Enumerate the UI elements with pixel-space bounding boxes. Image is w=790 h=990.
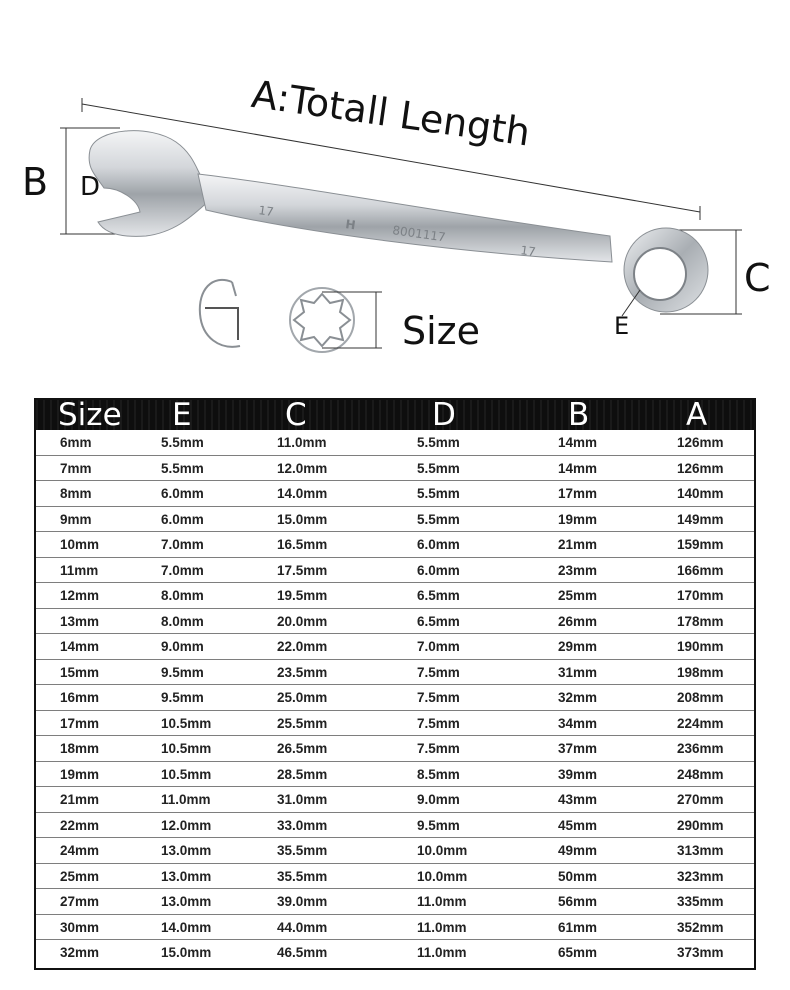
cell-size: 16mm [60, 690, 100, 705]
cell-e: 9.5mm [161, 664, 204, 680]
cell-b: 56mm [558, 894, 598, 909]
wrench [89, 131, 708, 312]
cell-size: 9mm [60, 511, 92, 527]
cell-a: 290mm [677, 817, 724, 833]
cell-b: 45mm [558, 817, 598, 833]
cell-c: 14.0mm [277, 486, 328, 501]
dimension-c-label: C [744, 256, 771, 300]
cell-size: 14mm [60, 639, 100, 654]
table-row [36, 660, 754, 686]
cell-c: 16.5mm [277, 537, 328, 552]
cell-d: 5.5mm [417, 511, 460, 527]
cell-b: 32mm [558, 690, 598, 705]
cell-c: 35.5mm [277, 843, 328, 858]
cell-c: 46.5mm [277, 945, 328, 960]
cell-a: 170mm [677, 588, 724, 603]
cell-a: 224mm [677, 715, 724, 731]
cell-b: 14mm [558, 460, 598, 476]
cell-b: 21mm [558, 537, 598, 552]
cell-c: 26.5mm [277, 741, 328, 756]
table-row [36, 762, 754, 788]
cell-a: 208mm [677, 690, 724, 705]
cell-a: 270mm [677, 792, 724, 807]
header-e: E [172, 397, 192, 433]
cell-d: 7.5mm [417, 741, 460, 756]
cell-size: 19mm [60, 766, 100, 782]
table-row [36, 430, 754, 456]
cell-d: 9.0mm [417, 792, 460, 807]
cell-size: 8mm [60, 486, 92, 501]
cell-d: 5.5mm [417, 486, 460, 501]
cell-size: 12mm [60, 588, 100, 603]
cell-b: 23mm [558, 562, 598, 578]
cell-size: 6mm [60, 435, 92, 450]
cell-size: 13mm [60, 613, 100, 629]
cell-c: 22.0mm [277, 639, 328, 654]
cell-size: 30mm [60, 919, 100, 935]
wrench-marking-right: 17 [519, 243, 537, 260]
cell-b: 39mm [558, 766, 598, 782]
dimension-e-label: E [614, 312, 630, 340]
table-row [36, 507, 754, 533]
table-row [36, 558, 754, 584]
wrench-diagram [0, 0, 790, 395]
cell-e: 10.5mm [161, 741, 212, 756]
wrench-illustration [0, 0, 790, 395]
table-row [36, 838, 754, 864]
cell-e: 9.0mm [161, 639, 204, 654]
cell-size: 22mm [60, 817, 100, 833]
cell-a: 166mm [677, 562, 724, 578]
wrench-marking-left: 17 [257, 203, 275, 220]
table-row [36, 609, 754, 635]
cell-a: 236mm [677, 741, 724, 756]
cell-b: 37mm [558, 741, 598, 756]
cell-a: 126mm [677, 435, 724, 450]
cell-b: 14mm [558, 435, 598, 450]
cell-a: 323mm [677, 868, 724, 884]
cell-size: 32mm [60, 945, 100, 960]
header-size: Size [58, 397, 122, 433]
cell-e: 7.0mm [161, 562, 204, 578]
header-a: A [686, 397, 708, 433]
table-body [36, 430, 754, 966]
cell-b: 25mm [558, 588, 598, 603]
cell-c: 11.0mm [277, 435, 327, 450]
cell-e: 14.0mm [161, 919, 212, 935]
table-row [36, 813, 754, 839]
cell-c: 35.5mm [277, 868, 328, 884]
cell-d: 10.0mm [417, 843, 468, 858]
cell-b: 17mm [558, 486, 598, 501]
cell-b: 43mm [558, 792, 598, 807]
cell-e: 6.0mm [161, 486, 204, 501]
cell-c: 39.0mm [277, 894, 328, 909]
cell-e: 10.5mm [161, 715, 212, 731]
cell-b: 19mm [558, 511, 598, 527]
cell-a: 352mm [677, 919, 724, 935]
cell-e: 11.0mm [161, 792, 211, 807]
cell-d: 5.5mm [417, 435, 460, 450]
cell-d: 11.0mm [417, 945, 467, 960]
cell-e: 13.0mm [161, 868, 212, 884]
cell-e: 7.0mm [161, 537, 204, 552]
cell-d: 6.5mm [417, 588, 460, 603]
header-d: D [432, 397, 456, 433]
cell-a: 198mm [677, 664, 724, 680]
cell-c: 12.0mm [277, 460, 328, 476]
cell-e: 8.0mm [161, 613, 204, 629]
cell-b: 65mm [558, 945, 598, 960]
cell-size: 17mm [60, 715, 100, 731]
cell-c: 28.5mm [277, 766, 328, 782]
header-b: B [568, 397, 590, 433]
table-row [36, 736, 754, 762]
ring-profile-icon [290, 288, 382, 352]
cell-c: 15.0mm [277, 511, 328, 527]
cell-a: 126mm [677, 460, 724, 476]
cell-b: 50mm [558, 868, 598, 884]
cell-d: 7.5mm [417, 715, 460, 731]
cell-e: 13.0mm [161, 894, 212, 909]
cell-b: 34mm [558, 715, 598, 731]
cell-d: 11.0mm [417, 894, 467, 909]
cell-size: 27mm [60, 894, 100, 909]
cell-d: 7.5mm [417, 664, 460, 680]
wrench-code: 8001117 [391, 223, 447, 245]
table-row [36, 634, 754, 660]
cell-d: 10.0mm [417, 868, 468, 884]
cell-d: 8.5mm [417, 766, 460, 782]
cell-c: 23.5mm [277, 664, 328, 680]
cell-size: 10mm [60, 537, 100, 552]
cell-c: 25.0mm [277, 690, 328, 705]
cell-e: 13.0mm [161, 843, 212, 858]
cell-e: 12.0mm [161, 817, 212, 833]
cell-b: 29mm [558, 639, 598, 654]
cell-size: 7mm [60, 460, 92, 476]
table-row [36, 456, 754, 482]
cell-a: 140mm [677, 486, 724, 501]
cell-size: 24mm [60, 843, 100, 858]
cell-a: 149mm [677, 511, 724, 527]
cell-d: 11.0mm [417, 919, 467, 935]
cell-c: 19.5mm [277, 588, 328, 603]
cell-a: 178mm [677, 613, 724, 629]
table-row [36, 532, 754, 558]
cell-size: 25mm [60, 868, 100, 884]
cell-d: 6.5mm [417, 613, 460, 629]
dimension-b-label: B [22, 160, 49, 204]
cell-e: 5.5mm [161, 460, 204, 476]
cell-b: 26mm [558, 613, 598, 629]
cell-size: 21mm [60, 792, 100, 807]
cell-size: 15mm [60, 664, 100, 680]
cell-e: 15.0mm [161, 945, 212, 960]
table-row [36, 940, 754, 966]
cell-e: 10.5mm [161, 766, 212, 782]
cell-b: 49mm [558, 843, 598, 858]
cell-e: 8.0mm [161, 588, 204, 603]
header-c: C [285, 397, 307, 433]
cell-size: 11mm [60, 562, 99, 578]
size-label: Size [402, 309, 481, 353]
table-row [36, 583, 754, 609]
open-end-profile-icon [200, 280, 240, 347]
size-table [34, 398, 756, 970]
cell-a: 248mm [677, 766, 724, 782]
table-row [36, 889, 754, 915]
wrench-brand-mark: H [344, 217, 357, 233]
table-row [36, 711, 754, 737]
table-row [36, 685, 754, 711]
cell-c: 44.0mm [277, 919, 328, 935]
cell-a: 159mm [677, 537, 724, 552]
table-row [36, 481, 754, 507]
cell-size: 18mm [60, 741, 100, 756]
cell-c: 25.5mm [277, 715, 328, 731]
cell-d: 5.5mm [417, 460, 460, 476]
cell-a: 190mm [677, 639, 724, 654]
cell-a: 373mm [677, 945, 724, 960]
cell-d: 7.0mm [417, 639, 460, 654]
dimension-d-label: D [80, 172, 101, 202]
cell-a: 335mm [677, 894, 724, 909]
cell-c: 31.0mm [277, 792, 328, 807]
table-header [36, 397, 754, 433]
cell-c: 33.0mm [277, 817, 328, 833]
total-length-label: A:Totall Length [248, 72, 533, 155]
cell-e: 5.5mm [161, 435, 204, 450]
cell-e: 9.5mm [161, 690, 204, 705]
cell-d: 7.5mm [417, 690, 460, 705]
cell-d: 6.0mm [417, 562, 460, 578]
table-row [36, 787, 754, 813]
cell-a: 313mm [677, 843, 724, 858]
cell-c: 17.5mm [277, 562, 328, 578]
cell-b: 61mm [558, 919, 598, 935]
table-row [36, 864, 754, 890]
cell-d: 9.5mm [417, 817, 460, 833]
cell-d: 6.0mm [417, 537, 460, 552]
cell-c: 20.0mm [277, 613, 328, 629]
cell-b: 31mm [558, 664, 598, 680]
table-row [36, 915, 754, 941]
cell-e: 6.0mm [161, 511, 204, 527]
